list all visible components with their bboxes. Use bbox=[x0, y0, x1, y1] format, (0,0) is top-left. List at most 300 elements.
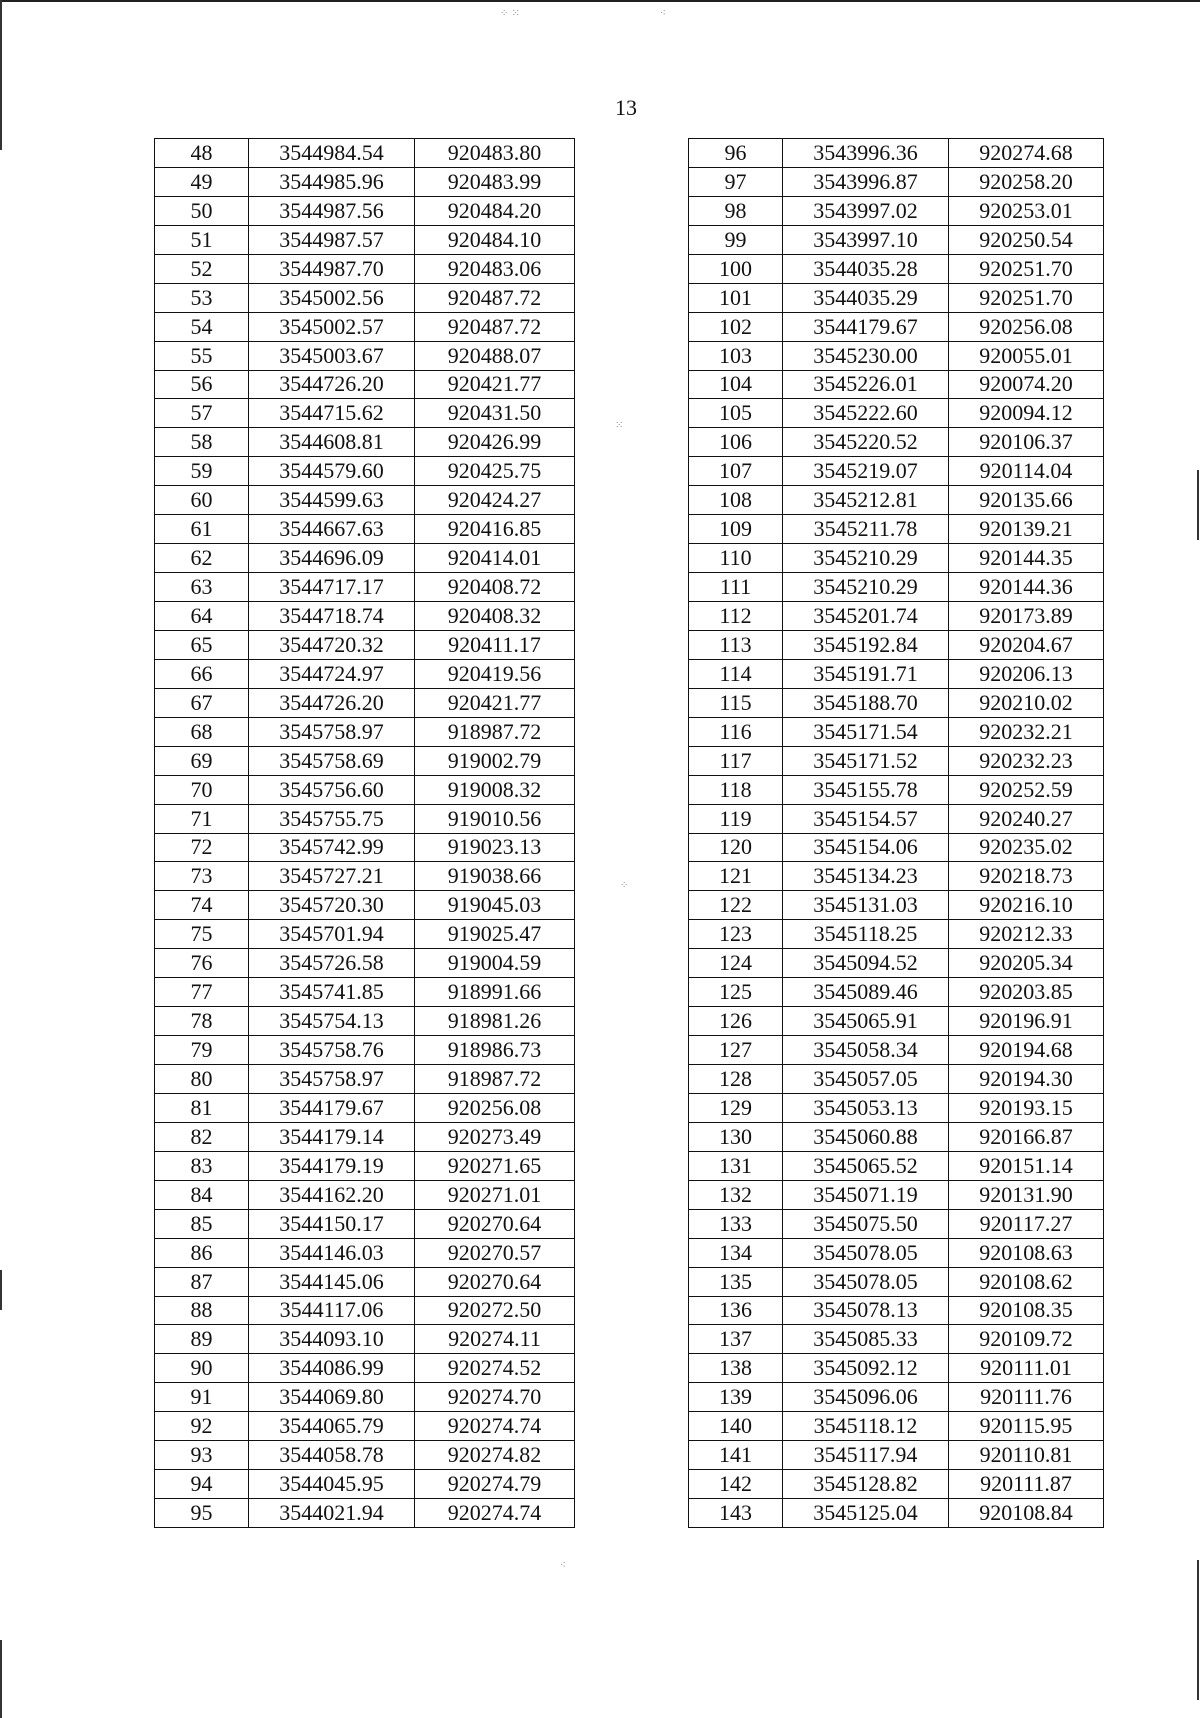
table-row bbox=[155, 283, 575, 312]
x-coordinate-cell: 3545092.12 bbox=[783, 1354, 949, 1383]
x-coordinate-cell: 3545720.30 bbox=[249, 891, 415, 920]
point-number-cell: 48 bbox=[155, 139, 249, 168]
table-row bbox=[155, 370, 575, 399]
x-coordinate-cell: 3545078.13 bbox=[783, 1296, 949, 1325]
table-row bbox=[155, 688, 575, 717]
x-coordinate-cell: 3545085.33 bbox=[783, 1325, 949, 1354]
y-coordinate-cell: 919038.66 bbox=[415, 862, 575, 891]
x-coordinate-cell: 3544093.10 bbox=[249, 1325, 415, 1354]
point-number-cell: 76 bbox=[155, 949, 249, 978]
scan-top-edge bbox=[0, 0, 1200, 2]
table-row bbox=[689, 746, 1104, 775]
y-coordinate-cell: 920251.70 bbox=[949, 283, 1104, 312]
y-coordinate-cell: 920135.66 bbox=[949, 486, 1104, 515]
y-coordinate-cell: 920108.63 bbox=[949, 1238, 1104, 1267]
x-coordinate-cell: 3545212.81 bbox=[783, 486, 949, 515]
table-row bbox=[689, 891, 1104, 920]
x-coordinate-cell: 3545210.29 bbox=[783, 544, 949, 573]
y-coordinate-cell: 920074.20 bbox=[949, 370, 1104, 399]
x-coordinate-cell: 3545226.01 bbox=[783, 370, 949, 399]
point-number-cell: 106 bbox=[689, 428, 783, 457]
y-coordinate-cell: 920419.56 bbox=[415, 659, 575, 688]
x-coordinate-cell: 3545065.91 bbox=[783, 1007, 949, 1036]
page-number: 13 bbox=[615, 95, 637, 120]
table-row bbox=[689, 630, 1104, 659]
x-coordinate-cell: 3545230.00 bbox=[783, 341, 949, 370]
y-coordinate-cell: 920232.21 bbox=[949, 717, 1104, 746]
point-number-cell: 117 bbox=[689, 746, 783, 775]
point-number-cell: 128 bbox=[689, 1065, 783, 1094]
y-coordinate-cell: 920110.81 bbox=[949, 1441, 1104, 1470]
x-coordinate-cell: 3545188.70 bbox=[783, 688, 949, 717]
point-number-cell: 130 bbox=[689, 1122, 783, 1151]
scan-noise: ⁙ bbox=[615, 420, 624, 431]
y-coordinate-cell: 919023.13 bbox=[415, 833, 575, 862]
y-coordinate-cell: 920106.37 bbox=[949, 428, 1104, 457]
table-row bbox=[689, 283, 1104, 312]
y-coordinate-cell: 919004.59 bbox=[415, 949, 575, 978]
table-row bbox=[155, 1325, 575, 1354]
x-coordinate-cell: 3545078.05 bbox=[783, 1238, 949, 1267]
x-coordinate-cell: 3544179.19 bbox=[249, 1151, 415, 1180]
y-coordinate-cell: 920131.90 bbox=[949, 1180, 1104, 1209]
y-coordinate-cell: 920487.72 bbox=[415, 283, 575, 312]
point-number-cell: 59 bbox=[155, 457, 249, 486]
table-row bbox=[155, 457, 575, 486]
table-row bbox=[155, 920, 575, 949]
point-number-cell: 88 bbox=[155, 1296, 249, 1325]
x-coordinate-cell: 3545758.97 bbox=[249, 1065, 415, 1094]
table-row bbox=[155, 1065, 575, 1094]
y-coordinate-cell: 920411.17 bbox=[415, 630, 575, 659]
table-row bbox=[155, 1296, 575, 1325]
x-coordinate-cell: 3543996.87 bbox=[783, 167, 949, 196]
x-coordinate-cell: 3545171.54 bbox=[783, 717, 949, 746]
x-coordinate-cell: 3544579.60 bbox=[249, 457, 415, 486]
table-row bbox=[155, 862, 575, 891]
y-coordinate-cell: 920173.89 bbox=[949, 602, 1104, 631]
scan-noise: ⁘ bbox=[620, 880, 629, 891]
point-number-cell: 65 bbox=[155, 630, 249, 659]
table-row bbox=[155, 1180, 575, 1209]
x-coordinate-cell: 3545171.52 bbox=[783, 746, 949, 775]
y-coordinate-cell: 919008.32 bbox=[415, 775, 575, 804]
x-coordinate-cell: 3544718.74 bbox=[249, 602, 415, 631]
x-coordinate-cell: 3544021.94 bbox=[249, 1499, 415, 1528]
y-coordinate-cell: 920274.52 bbox=[415, 1354, 575, 1383]
table-row bbox=[689, 1209, 1104, 1238]
point-number-cell: 107 bbox=[689, 457, 783, 486]
table-row bbox=[689, 225, 1104, 254]
y-coordinate-cell: 919045.03 bbox=[415, 891, 575, 920]
y-coordinate-cell: 920205.34 bbox=[949, 949, 1104, 978]
point-number-cell: 92 bbox=[155, 1412, 249, 1441]
point-number-cell: 141 bbox=[689, 1441, 783, 1470]
y-coordinate-cell: 920421.77 bbox=[415, 688, 575, 717]
table-row bbox=[155, 630, 575, 659]
table-row bbox=[689, 312, 1104, 341]
table-row bbox=[155, 1441, 575, 1470]
table-row bbox=[155, 978, 575, 1007]
point-number-cell: 111 bbox=[689, 573, 783, 602]
x-coordinate-cell: 3545758.76 bbox=[249, 1036, 415, 1065]
table-row bbox=[689, 949, 1104, 978]
x-coordinate-cell: 3544179.14 bbox=[249, 1122, 415, 1151]
y-coordinate-cell: 920250.54 bbox=[949, 225, 1104, 254]
y-coordinate-cell: 920196.91 bbox=[949, 1007, 1104, 1036]
y-coordinate-cell: 920108.62 bbox=[949, 1267, 1104, 1296]
y-coordinate-cell: 920117.27 bbox=[949, 1209, 1104, 1238]
x-coordinate-cell: 3545758.69 bbox=[249, 746, 415, 775]
table-row bbox=[155, 1238, 575, 1267]
y-coordinate-cell: 920108.84 bbox=[949, 1499, 1104, 1528]
y-coordinate-cell: 920274.70 bbox=[415, 1383, 575, 1412]
point-number-cell: 119 bbox=[689, 804, 783, 833]
y-coordinate-cell: 920194.30 bbox=[949, 1065, 1104, 1094]
x-coordinate-cell: 3544035.29 bbox=[783, 283, 949, 312]
table-row bbox=[689, 1470, 1104, 1499]
x-coordinate-cell: 3545726.58 bbox=[249, 949, 415, 978]
point-number-cell: 73 bbox=[155, 862, 249, 891]
x-coordinate-cell: 3544179.67 bbox=[783, 312, 949, 341]
table-row bbox=[689, 775, 1104, 804]
y-coordinate-cell: 920240.27 bbox=[949, 804, 1104, 833]
x-coordinate-cell: 3545075.50 bbox=[783, 1209, 949, 1238]
table-row bbox=[155, 602, 575, 631]
y-coordinate-cell: 920111.76 bbox=[949, 1383, 1104, 1412]
x-coordinate-cell: 3545211.78 bbox=[783, 515, 949, 544]
coordinates-table-left bbox=[154, 138, 575, 1528]
table-row bbox=[155, 515, 575, 544]
x-coordinate-cell: 3544987.56 bbox=[249, 196, 415, 225]
point-number-cell: 62 bbox=[155, 544, 249, 573]
point-number-cell: 114 bbox=[689, 659, 783, 688]
x-coordinate-cell: 3544985.96 bbox=[249, 167, 415, 196]
y-coordinate-cell: 920111.01 bbox=[949, 1354, 1104, 1383]
y-coordinate-cell: 920274.79 bbox=[415, 1470, 575, 1499]
y-coordinate-cell: 918987.72 bbox=[415, 1065, 575, 1094]
point-number-cell: 102 bbox=[689, 312, 783, 341]
point-number-cell: 54 bbox=[155, 312, 249, 341]
table-row bbox=[689, 573, 1104, 602]
y-coordinate-cell: 920193.15 bbox=[949, 1093, 1104, 1122]
table-row bbox=[155, 1499, 575, 1528]
point-number-cell: 71 bbox=[155, 804, 249, 833]
point-number-cell: 50 bbox=[155, 196, 249, 225]
y-coordinate-cell: 920114.04 bbox=[949, 457, 1104, 486]
x-coordinate-cell: 3545727.21 bbox=[249, 862, 415, 891]
y-coordinate-cell: 920426.99 bbox=[415, 428, 575, 457]
table-row bbox=[689, 1151, 1104, 1180]
point-number-cell: 113 bbox=[689, 630, 783, 659]
x-coordinate-cell: 3545210.29 bbox=[783, 573, 949, 602]
y-coordinate-cell: 920273.49 bbox=[415, 1122, 575, 1151]
point-number-cell: 133 bbox=[689, 1209, 783, 1238]
table-row bbox=[155, 1007, 575, 1036]
x-coordinate-cell: 3545754.13 bbox=[249, 1007, 415, 1036]
x-coordinate-cell: 3545118.12 bbox=[783, 1412, 949, 1441]
scan-left-edge-mark bbox=[0, 1270, 2, 1310]
x-coordinate-cell: 3545701.94 bbox=[249, 920, 415, 949]
x-coordinate-cell: 3544987.57 bbox=[249, 225, 415, 254]
x-coordinate-cell: 3545089.46 bbox=[783, 978, 949, 1007]
x-coordinate-cell: 3545758.97 bbox=[249, 717, 415, 746]
table-row bbox=[155, 1209, 575, 1238]
table-row bbox=[689, 833, 1104, 862]
table-row bbox=[155, 399, 575, 428]
point-number-cell: 60 bbox=[155, 486, 249, 515]
point-number-cell: 56 bbox=[155, 370, 249, 399]
table-row bbox=[155, 1036, 575, 1065]
table-row bbox=[689, 370, 1104, 399]
table-row bbox=[689, 544, 1104, 573]
x-coordinate-cell: 3544086.99 bbox=[249, 1354, 415, 1383]
x-coordinate-cell: 3544715.62 bbox=[249, 399, 415, 428]
table-row bbox=[689, 196, 1104, 225]
point-number-cell: 99 bbox=[689, 225, 783, 254]
table-row bbox=[155, 1093, 575, 1122]
table-row bbox=[689, 717, 1104, 746]
y-coordinate-cell: 920274.68 bbox=[949, 139, 1104, 168]
y-coordinate-cell: 918987.72 bbox=[415, 717, 575, 746]
point-number-cell: 64 bbox=[155, 602, 249, 631]
x-coordinate-cell: 3544726.20 bbox=[249, 370, 415, 399]
table-row bbox=[155, 573, 575, 602]
x-coordinate-cell: 3545755.75 bbox=[249, 804, 415, 833]
point-number-cell: 129 bbox=[689, 1093, 783, 1122]
point-number-cell: 110 bbox=[689, 544, 783, 573]
x-coordinate-cell: 3545128.82 bbox=[783, 1470, 949, 1499]
table-row bbox=[689, 602, 1104, 631]
table-row bbox=[689, 1180, 1104, 1209]
point-number-cell: 139 bbox=[689, 1383, 783, 1412]
y-coordinate-cell: 920256.08 bbox=[415, 1093, 575, 1122]
table-row bbox=[689, 804, 1104, 833]
point-number-cell: 74 bbox=[155, 891, 249, 920]
x-coordinate-cell: 3544117.06 bbox=[249, 1296, 415, 1325]
x-coordinate-cell: 3545094.52 bbox=[783, 949, 949, 978]
y-coordinate-cell: 920424.27 bbox=[415, 486, 575, 515]
x-coordinate-cell: 3544045.95 bbox=[249, 1470, 415, 1499]
x-coordinate-cell: 3544724.97 bbox=[249, 659, 415, 688]
table-body bbox=[689, 139, 1104, 1528]
point-number-cell: 122 bbox=[689, 891, 783, 920]
x-coordinate-cell: 3545154.57 bbox=[783, 804, 949, 833]
scan-right-edge-mark bbox=[1197, 470, 1199, 540]
y-coordinate-cell: 920210.02 bbox=[949, 688, 1104, 717]
y-coordinate-cell: 920151.14 bbox=[949, 1151, 1104, 1180]
point-number-cell: 69 bbox=[155, 746, 249, 775]
x-coordinate-cell: 3544987.70 bbox=[249, 254, 415, 283]
table-row bbox=[689, 1499, 1104, 1528]
point-number-cell: 124 bbox=[689, 949, 783, 978]
y-coordinate-cell: 920270.64 bbox=[415, 1209, 575, 1238]
table-row bbox=[689, 1296, 1104, 1325]
y-coordinate-cell: 920166.87 bbox=[949, 1122, 1104, 1151]
y-coordinate-cell: 920270.64 bbox=[415, 1267, 575, 1296]
table-row bbox=[689, 167, 1104, 196]
y-coordinate-cell: 920256.08 bbox=[949, 312, 1104, 341]
point-number-cell: 77 bbox=[155, 978, 249, 1007]
point-number-cell: 140 bbox=[689, 1412, 783, 1441]
x-coordinate-cell: 3544058.78 bbox=[249, 1441, 415, 1470]
table-row bbox=[689, 1441, 1104, 1470]
x-coordinate-cell: 3545096.06 bbox=[783, 1383, 949, 1412]
point-number-cell: 109 bbox=[689, 515, 783, 544]
table-row bbox=[155, 139, 575, 168]
x-coordinate-cell: 3545134.23 bbox=[783, 862, 949, 891]
point-number-cell: 123 bbox=[689, 920, 783, 949]
x-coordinate-cell: 3545131.03 bbox=[783, 891, 949, 920]
y-coordinate-cell: 920270.57 bbox=[415, 1238, 575, 1267]
x-coordinate-cell: 3544717.17 bbox=[249, 573, 415, 602]
y-coordinate-cell: 918981.26 bbox=[415, 1007, 575, 1036]
point-number-cell: 100 bbox=[689, 254, 783, 283]
point-number-cell: 137 bbox=[689, 1325, 783, 1354]
point-number-cell: 118 bbox=[689, 775, 783, 804]
y-coordinate-cell: 920235.02 bbox=[949, 833, 1104, 862]
coordinates-table-right bbox=[688, 138, 1104, 1528]
x-coordinate-cell: 3545201.74 bbox=[783, 602, 949, 631]
table-row bbox=[155, 544, 575, 573]
table-row bbox=[689, 688, 1104, 717]
table-row bbox=[689, 1007, 1104, 1036]
table-row bbox=[155, 254, 575, 283]
y-coordinate-cell: 920232.23 bbox=[949, 746, 1104, 775]
x-coordinate-cell: 3544069.80 bbox=[249, 1383, 415, 1412]
point-number-cell: 138 bbox=[689, 1354, 783, 1383]
point-number-cell: 115 bbox=[689, 688, 783, 717]
x-coordinate-cell: 3545057.05 bbox=[783, 1065, 949, 1094]
point-number-cell: 121 bbox=[689, 862, 783, 891]
point-number-cell: 84 bbox=[155, 1180, 249, 1209]
table-row bbox=[155, 1383, 575, 1412]
y-coordinate-cell: 920274.74 bbox=[415, 1499, 575, 1528]
table-row bbox=[155, 1354, 575, 1383]
point-number-cell: 112 bbox=[689, 602, 783, 631]
y-coordinate-cell: 920271.65 bbox=[415, 1151, 575, 1180]
y-coordinate-cell: 920139.21 bbox=[949, 515, 1104, 544]
point-number-cell: 132 bbox=[689, 1180, 783, 1209]
point-number-cell: 72 bbox=[155, 833, 249, 862]
point-number-cell: 93 bbox=[155, 1441, 249, 1470]
y-coordinate-cell: 920111.87 bbox=[949, 1470, 1104, 1499]
table-row bbox=[689, 862, 1104, 891]
table-row bbox=[155, 891, 575, 920]
point-number-cell: 58 bbox=[155, 428, 249, 457]
point-number-cell: 49 bbox=[155, 167, 249, 196]
table-row bbox=[155, 312, 575, 341]
x-coordinate-cell: 3545058.34 bbox=[783, 1036, 949, 1065]
y-coordinate-cell: 920272.50 bbox=[415, 1296, 575, 1325]
table-row bbox=[155, 775, 575, 804]
y-coordinate-cell: 920203.85 bbox=[949, 978, 1104, 1007]
x-coordinate-cell: 3545220.52 bbox=[783, 428, 949, 457]
y-coordinate-cell: 920431.50 bbox=[415, 399, 575, 428]
point-number-cell: 57 bbox=[155, 399, 249, 428]
table-row bbox=[689, 1238, 1104, 1267]
y-coordinate-cell: 920144.35 bbox=[949, 544, 1104, 573]
point-number-cell: 67 bbox=[155, 688, 249, 717]
x-coordinate-cell: 3545071.19 bbox=[783, 1180, 949, 1209]
x-coordinate-cell: 3545065.52 bbox=[783, 1151, 949, 1180]
y-coordinate-cell: 920408.32 bbox=[415, 602, 575, 631]
table-row bbox=[689, 254, 1104, 283]
y-coordinate-cell: 920212.33 bbox=[949, 920, 1104, 949]
x-coordinate-cell: 3544667.63 bbox=[249, 515, 415, 544]
x-coordinate-cell: 3544696.09 bbox=[249, 544, 415, 573]
y-coordinate-cell: 920108.35 bbox=[949, 1296, 1104, 1325]
y-coordinate-cell: 919010.56 bbox=[415, 804, 575, 833]
table-row bbox=[155, 833, 575, 862]
table-row bbox=[689, 1122, 1104, 1151]
point-number-cell: 97 bbox=[689, 167, 783, 196]
x-coordinate-cell: 3545192.84 bbox=[783, 630, 949, 659]
table-row bbox=[155, 804, 575, 833]
y-coordinate-cell: 920204.67 bbox=[949, 630, 1104, 659]
point-number-cell: 98 bbox=[689, 196, 783, 225]
point-number-cell: 95 bbox=[155, 1499, 249, 1528]
table-row bbox=[689, 659, 1104, 688]
table-row bbox=[689, 1065, 1104, 1094]
point-number-cell: 125 bbox=[689, 978, 783, 1007]
table-row bbox=[689, 515, 1104, 544]
y-coordinate-cell: 920271.01 bbox=[415, 1180, 575, 1209]
x-coordinate-cell: 3545756.60 bbox=[249, 775, 415, 804]
x-coordinate-cell: 3545060.88 bbox=[783, 1122, 949, 1151]
y-coordinate-cell: 918991.66 bbox=[415, 978, 575, 1007]
x-coordinate-cell: 3544035.28 bbox=[783, 254, 949, 283]
table-row bbox=[689, 1093, 1104, 1122]
x-coordinate-cell: 3545219.07 bbox=[783, 457, 949, 486]
table-row bbox=[155, 486, 575, 515]
x-coordinate-cell: 3545117.94 bbox=[783, 1441, 949, 1470]
table-row bbox=[689, 1354, 1104, 1383]
y-coordinate-cell: 920216.10 bbox=[949, 891, 1104, 920]
point-number-cell: 142 bbox=[689, 1470, 783, 1499]
point-number-cell: 131 bbox=[689, 1151, 783, 1180]
y-coordinate-cell: 920258.20 bbox=[949, 167, 1104, 196]
point-number-cell: 126 bbox=[689, 1007, 783, 1036]
y-coordinate-cell: 919002.79 bbox=[415, 746, 575, 775]
y-coordinate-cell: 920274.11 bbox=[415, 1325, 575, 1354]
table-row bbox=[689, 457, 1104, 486]
point-number-cell: 61 bbox=[155, 515, 249, 544]
x-coordinate-cell: 3545741.85 bbox=[249, 978, 415, 1007]
y-coordinate-cell: 918986.73 bbox=[415, 1036, 575, 1065]
scan-noise: ⁖ bbox=[560, 1560, 566, 1571]
y-coordinate-cell: 920421.77 bbox=[415, 370, 575, 399]
table-row bbox=[689, 1036, 1104, 1065]
point-number-cell: 81 bbox=[155, 1093, 249, 1122]
table-row bbox=[689, 1325, 1104, 1354]
table-row bbox=[689, 139, 1104, 168]
point-number-cell: 143 bbox=[689, 1499, 783, 1528]
point-number-cell: 101 bbox=[689, 283, 783, 312]
x-coordinate-cell: 3544179.67 bbox=[249, 1093, 415, 1122]
point-number-cell: 135 bbox=[689, 1267, 783, 1296]
x-coordinate-cell: 3544162.20 bbox=[249, 1180, 415, 1209]
x-coordinate-cell: 3545053.13 bbox=[783, 1093, 949, 1122]
point-number-cell: 52 bbox=[155, 254, 249, 283]
x-coordinate-cell: 3545191.71 bbox=[783, 659, 949, 688]
x-coordinate-cell: 3543996.36 bbox=[783, 139, 949, 168]
x-coordinate-cell: 3543997.10 bbox=[783, 225, 949, 254]
point-number-cell: 78 bbox=[155, 1007, 249, 1036]
table-row bbox=[689, 341, 1104, 370]
y-coordinate-cell: 920484.20 bbox=[415, 196, 575, 225]
x-coordinate-cell: 3543997.02 bbox=[783, 196, 949, 225]
